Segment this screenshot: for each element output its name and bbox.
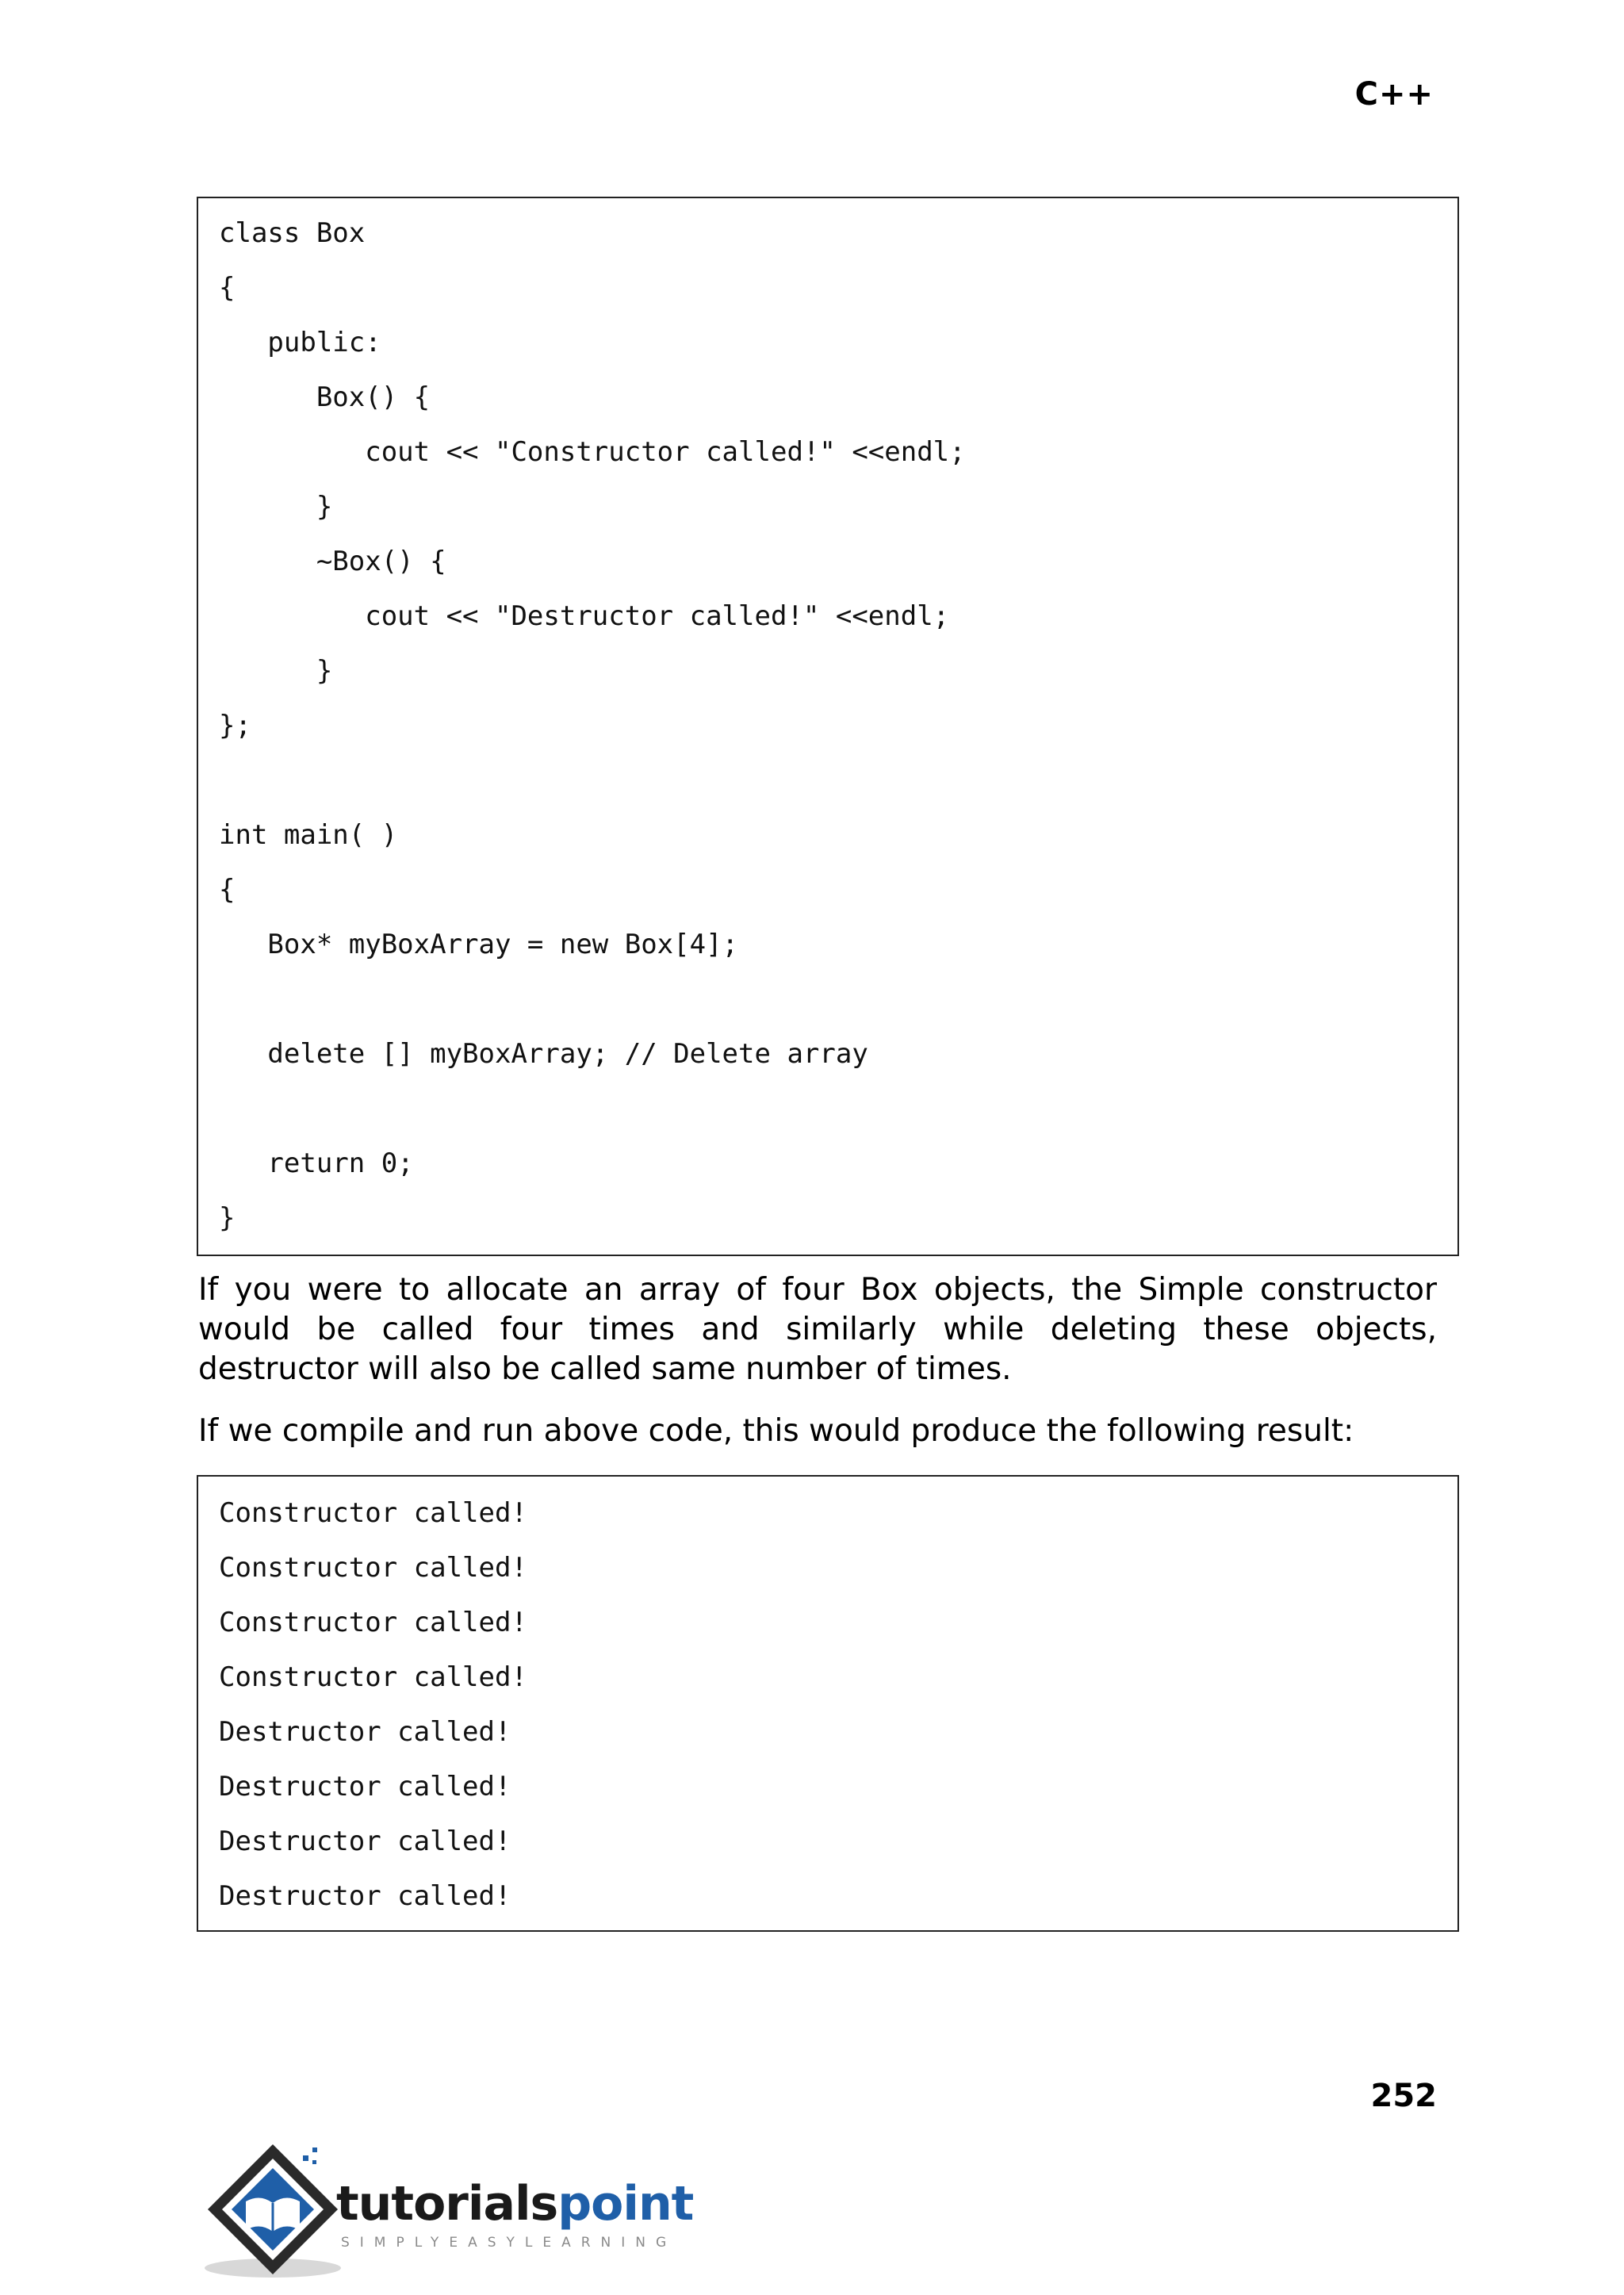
code-line: }	[219, 655, 333, 687]
code-line: ~Box() {	[219, 546, 446, 577]
code-line: delete [] myBoxArray; // Delete array	[219, 1038, 868, 1070]
code-line: };	[219, 710, 251, 741]
running-header: C++	[1354, 76, 1434, 113]
code-line	[219, 1088, 1457, 1143]
result-intro-paragraph: If we compile and run above code, this would produce the following result:	[198, 1413, 1354, 1449]
code-line	[219, 760, 1457, 814]
code-line: }	[219, 1202, 236, 1234]
output-line: Constructor called!	[219, 1607, 527, 1638]
code-line: }	[219, 491, 333, 523]
code-line: cout << "Constructor called!" <<endl;	[219, 436, 966, 468]
code-line: {	[219, 272, 236, 304]
code-line: Box* myBoxArray = new Box[4];	[219, 929, 739, 960]
code-line: cout << "Destructor called!" <<endl;	[219, 600, 950, 632]
code-line: int main( )	[219, 819, 398, 851]
explanation-paragraph: If you were to allocate an array of four Box objects, the Simple constructor would be called four times and similarly while deleting these objects, destructor will also be called same number of times.	[198, 1272, 1437, 1387]
code-line	[219, 979, 1457, 1033]
output-line: Destructor called!	[219, 1771, 511, 1803]
book-diamond-icon	[193, 2133, 352, 2292]
tutorialspoint-logo	[193, 2133, 694, 2292]
output-block	[197, 1475, 1459, 1932]
code-line: {	[219, 874, 236, 906]
output-line: Constructor called!	[219, 1497, 527, 1529]
logo-wordmark-part1: tutorials	[336, 2176, 558, 2232]
output-line: Destructor called!	[219, 1880, 511, 1912]
output-line: Constructor called!	[219, 1552, 527, 1584]
output-line: Destructor called!	[219, 1826, 511, 1857]
logo-wordmark-part2: point	[557, 2176, 694, 2232]
code-line: public:	[219, 327, 381, 358]
code-line: Box() {	[219, 381, 431, 413]
logo-tagline: SIMPLYEASYLEARNING	[341, 2235, 677, 2251]
page-number: 252	[1370, 2078, 1437, 2114]
code-line: class Box	[219, 217, 366, 249]
logo-wordmark	[336, 2176, 693, 2232]
output-line: Destructor called!	[219, 1716, 511, 1748]
code-line: return 0;	[219, 1148, 414, 1179]
output-line: Constructor called!	[219, 1661, 527, 1693]
code-block	[197, 197, 1459, 1256]
